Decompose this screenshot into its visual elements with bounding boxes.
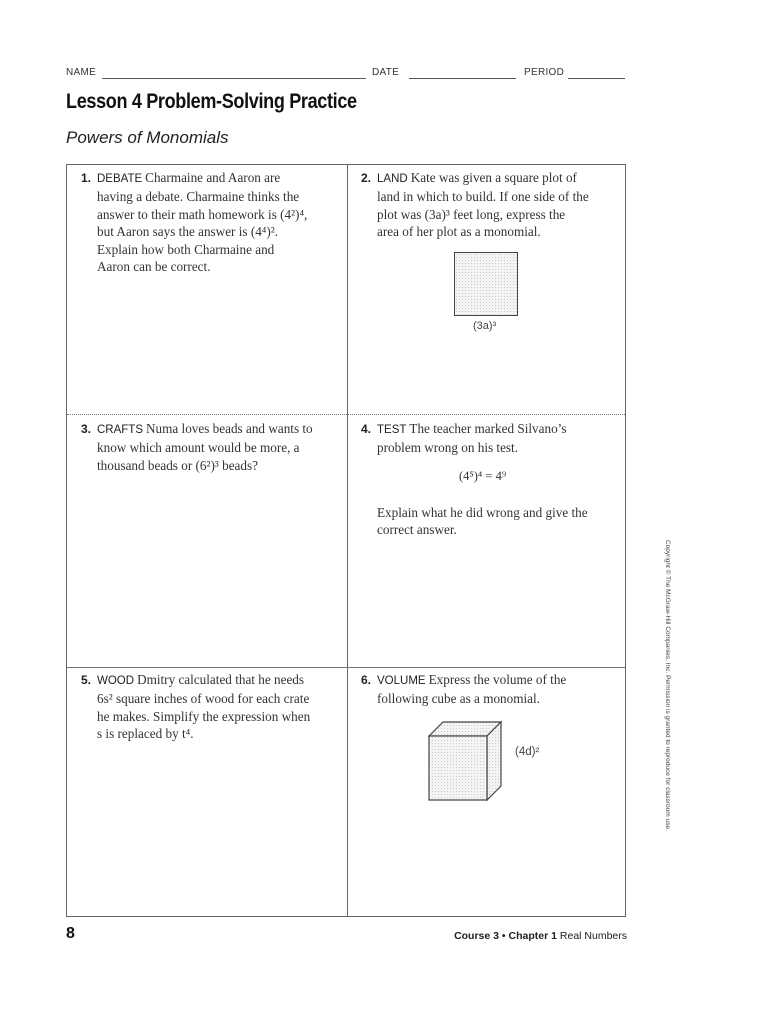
- chapter-label: Chapter 1: [508, 930, 557, 942]
- bullet-separator: •: [501, 930, 506, 942]
- square-side-label: (3a)³: [473, 320, 497, 332]
- row-divider: [67, 667, 625, 668]
- problem-text-line: but Aaron says the answer is (4⁴)².: [97, 224, 279, 240]
- problem-text-line: s is replaced by t⁴.: [97, 726, 194, 742]
- problem-text-line: problem wrong on his test.: [377, 440, 519, 456]
- problem-text-line: Kate was given a square plot of: [410, 170, 577, 185]
- problem-text-line: Aaron can be correct.: [97, 259, 211, 275]
- student-info-header: [66, 67, 626, 81]
- copyright-notice: Copyright © The McGraw-Hill Companies, Inc. Permission is granted to reproduce for classroom use.: [664, 540, 671, 831]
- problem-text-line: area of her plot as a monomial.: [377, 224, 541, 240]
- problem-keyword: DEBATE: [97, 173, 143, 185]
- problem-text-line: correct answer.: [377, 522, 457, 538]
- problem-number: 3.: [81, 422, 92, 436]
- problem-text-line: answer to their math homework is (4²)⁴,: [97, 206, 308, 222]
- problem-number: 2.: [361, 171, 372, 185]
- cube-side-label: (4d)²: [515, 746, 540, 758]
- problem-number: 6.: [361, 673, 372, 687]
- page-number: 8: [66, 925, 75, 942]
- problem-text-line: Charmaine and Aaron are: [145, 170, 281, 185]
- problem-number: 5.: [81, 673, 92, 687]
- problem-text-line: The teacher marked Silvano’s: [409, 421, 567, 436]
- problem-text-line: Numa loves beads and wants to: [146, 421, 313, 436]
- course-footer: [454, 930, 627, 942]
- topic-label: Real Numbers: [559, 930, 627, 942]
- column-divider: [347, 165, 348, 916]
- date-label: DATE: [372, 67, 400, 78]
- problem-text-line: Explain how both Charmaine and: [97, 241, 275, 257]
- problem-text-line: following cube as a monomial.: [377, 691, 540, 707]
- square-figure: [454, 252, 518, 316]
- course-label: Course 3: [454, 930, 499, 942]
- period-blank: [568, 78, 625, 79]
- problem-number: 4.: [361, 422, 372, 436]
- problem-keyword: LAND: [377, 173, 408, 185]
- problem-text-line: Dmitry calculated that he needs: [137, 672, 305, 687]
- cube-figure: [425, 718, 505, 804]
- lesson-subtitle: Powers of Monomials: [66, 128, 229, 147]
- problem-4-expression: (4⁵)⁴ = 4⁹: [459, 469, 507, 483]
- problem-6: [361, 671, 623, 708]
- row-divider: [67, 414, 625, 415]
- problem-text-line: Express the volume of the: [428, 672, 567, 687]
- problem-4: [361, 420, 623, 457]
- problem-keyword: TEST: [377, 424, 407, 436]
- name-blank: [102, 78, 366, 79]
- problem-5: [81, 671, 343, 743]
- problem-text-line: having a debate. Charmaine thinks the: [97, 189, 300, 205]
- name-label: NAME: [66, 67, 97, 78]
- problem-keyword: WOOD: [97, 675, 135, 687]
- problem-2: [361, 169, 623, 241]
- problem-text-line: land in which to build. If one side of the: [377, 189, 589, 205]
- problem-keyword: CRAFTS: [97, 424, 143, 436]
- lesson-title: Lesson 4 Problem-Solving Practice: [66, 90, 357, 113]
- period-label: PERIOD: [524, 67, 565, 78]
- problem-4-followup: [361, 504, 623, 539]
- date-blank: [409, 78, 516, 79]
- problem-grid: [66, 164, 626, 917]
- problem-text-line: thousand beads or (6²)³ beads?: [97, 457, 258, 473]
- problem-keyword: VOLUME: [377, 675, 426, 687]
- problem-text-line: plot was (3a)³ feet long, express the: [377, 206, 566, 222]
- problem-3: [81, 420, 343, 474]
- problem-text-line: he makes. Simplify the expression when: [97, 708, 311, 724]
- problem-number: 1.: [81, 171, 92, 185]
- problem-text-line: 6s² square inches of wood for each crate: [97, 691, 310, 707]
- problem-1: [81, 169, 343, 275]
- problem-text-line: Explain what he did wrong and give the: [377, 505, 588, 520]
- problem-text-line: know which amount would be more, a: [97, 440, 300, 456]
